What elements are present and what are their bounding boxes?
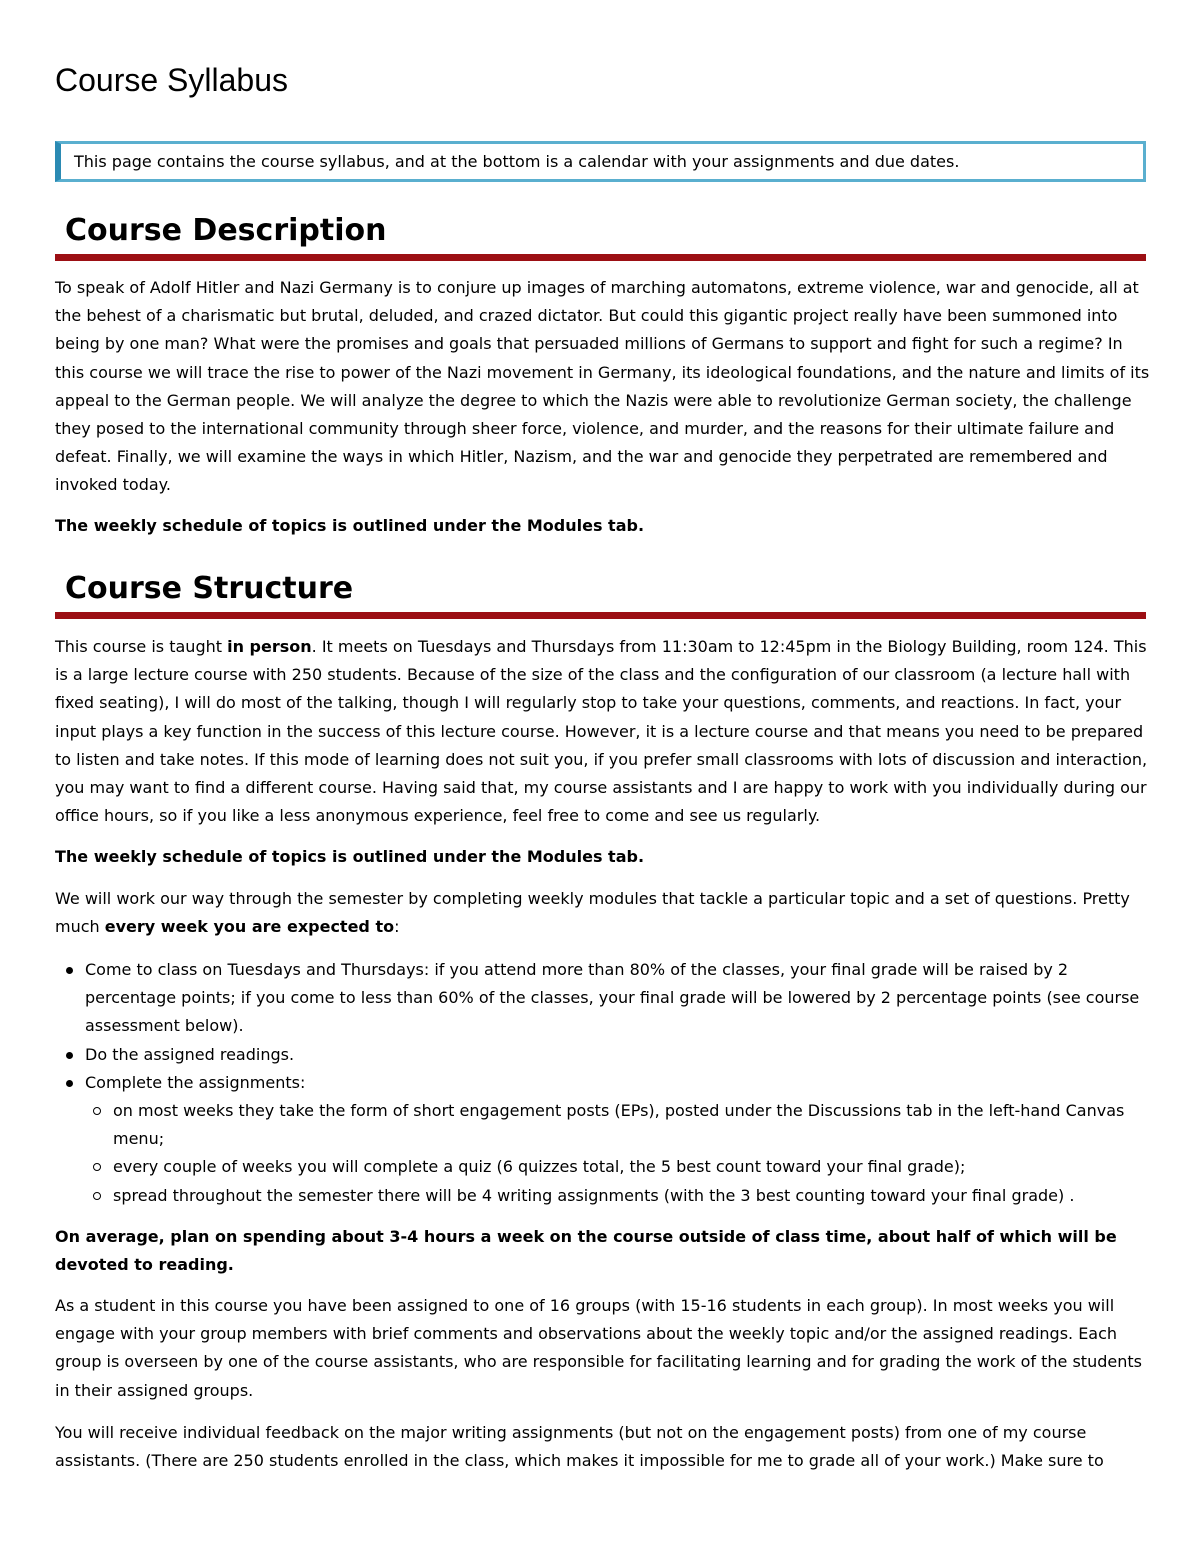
- intro-text-rest: . It meets on Tuesdays and Thursdays from 11:30am to 12:45pm in the Biology Building, room 124. This is a large lecture course with 250 students. Because of the size of the class and the configuration of our classroom (a lecture hall with fixed seating), I will do most of the talking, though I will regularly stop to take your questions, comments, and reactions. In fact, your input plays a key function in the success of this lecture course. However, it is a lecture course and that means you need to be prepared to listen and take notes. If this mode of learning does not suit you, if you prefer small classrooms with lots of discussion and interaction, you may want to find a different course. Having said that, my course assistants and I are happy to work with you individually during our office hours, so if you like a less anonymous experience, feel free to come and see us regularly.: [55, 637, 1148, 826]
- course-structure-intro: [55, 633, 1155, 830]
- intro-text-emphasis: in person: [227, 637, 312, 656]
- list-item-text: Come to class on Tuesdays and Thursdays: if you attend more than 80% of the classes, your final grade will be raised by 2 percentage points; if you come to less than 60% of the classes, your final grade will be lowered by 2 percentage points (see course assessment below).: [85, 960, 1140, 1036]
- weekly-expectations-list: [55, 956, 1147, 1210]
- sub-list-item: [85, 1182, 1147, 1210]
- description-schedule-note: The weekly schedule of topics is outlined under the Modules tab.: [55, 516, 645, 535]
- intro-text-start: This course is taught: [55, 637, 228, 656]
- weekly-expectations-intro: [55, 885, 1155, 941]
- sub-list-item-text: every couple of weeks you will complete a quiz (6 quizzes total, the 5 best count toward your final grade);: [113, 1157, 966, 1177]
- list-item: [55, 1041, 1147, 1069]
- syllabus-notice: This page contains the course syllabus, and at the bottom is a calendar with your assignments and due dates.: [55, 141, 1146, 182]
- weekly-text-start: We will work our way through the semester by completing weekly modules that tackle a particular topic and a set of questions. Pretty much: [55, 889, 1130, 937]
- sub-list-item: [85, 1153, 1147, 1181]
- sub-list-item-text: spread throughout the semester there will be 4 writing assignments (with the 3 best counting toward your final grade) .: [113, 1185, 1075, 1205]
- sub-list-item: [85, 1097, 1147, 1153]
- feedback-paragraph: You will receive individual feedback on the major writing assignments (but not on the engagement posts) from one of my course assistants. (There are 250 students enrolled in the class, which makes it impossible for me to grade all of your work.) Make sure to: [55, 1423, 1104, 1471]
- course-description-heading: Course Description: [55, 211, 1146, 261]
- list-item: [55, 956, 1147, 1041]
- weekly-text-emphasis: every week you are expected to: [104, 917, 395, 937]
- list-item: [55, 1069, 1147, 1210]
- course-structure-heading: Course Structure: [55, 569, 1146, 619]
- sub-list-item-text: on most weeks they take the form of short engagement posts (EPs), posted under the Discussions tab in the left-hand Canvas menu;: [113, 1101, 1125, 1149]
- list-item-text: Do the assigned readings.: [85, 1044, 295, 1064]
- time-expectation-note: On average, plan on spending about 3-4 hours a week on the course outside of class time, about half of which will be devoted to reading.: [55, 1227, 1117, 1275]
- groups-paragraph: As a student in this course you have been assigned to one of 16 groups (with 15-16 students in each group). In most weeks you will engage with your group members with brief comments and observations about the weekly topic and/or the assigned readings. Each group is overseen by one of the course assistants, who are responsible for facilitating learning and for grading the work of the students in their assigned groups.: [55, 1296, 1142, 1400]
- assignments-sublist: [85, 1097, 1147, 1210]
- page-title: Course Syllabus: [55, 62, 288, 98]
- structure-schedule-note: The weekly schedule of topics is outlined under the Modules tab.: [55, 847, 645, 866]
- list-item-text: Complete the assignments:: [85, 1072, 306, 1092]
- weekly-text-end: :: [394, 917, 400, 937]
- course-description-text: To speak of Adolf Hitler and Nazi Germany is to conjure up images of marching automatons, extreme violence, war and genocide, all at the behest of a charismatic but brutal, deluded, and crazed dictator. But could this gigantic project really have been summoned into being by one man? What were the promises and goals that persuaded millions of Germans to support and fight for such a regime? In this course we will trace the rise to power of the Nazi movement in Germany, its ideological foundations, and the nature and limits of its appeal to the German people. We will analyze the degree to which the Nazis were able to revolutionize German society, the challenge they posed to the international community through sheer force, violence, and murder, and the reasons for their ultimate failure and defeat. Finally, we will examine the ways in which Hitler, Nazism, and the war and genocide they perpetrated are remembered and invoked today.: [55, 278, 1150, 495]
